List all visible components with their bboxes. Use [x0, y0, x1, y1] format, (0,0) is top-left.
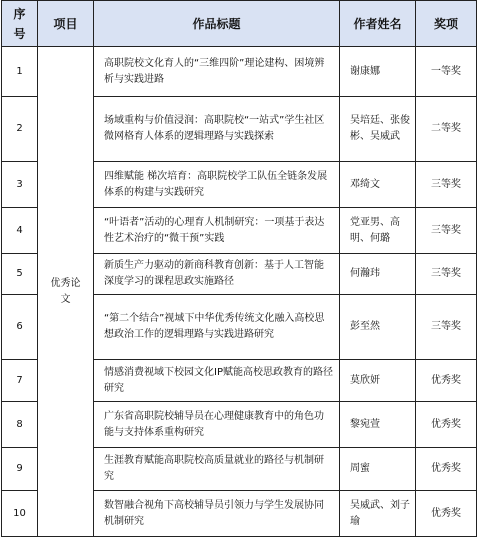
category-cell: 优秀论文 [38, 47, 94, 537]
author-names: 谢康娜 [340, 47, 416, 97]
row-number: 7 [2, 360, 38, 402]
work-title: 高职院校文化育人的“三维四阶”理论建构、困境辨析与实践进路 [94, 47, 340, 97]
author-names: 莫欣妍 [340, 360, 416, 402]
awards-table [1, 0, 477, 537]
row-number: 6 [2, 295, 38, 360]
row-number: 1 [2, 47, 38, 97]
work-title: 广东省高职院校辅导员在心理健康教育中的角色功能与支持体系重构研究 [94, 402, 340, 448]
table-row [2, 47, 477, 97]
author-names: 吴威武、刘子瑜 [340, 491, 416, 537]
header-num: 序号 [2, 1, 38, 47]
work-title: 场域重构与价值浸润：高职院校“一站式”学生社区微网格育人体系的逻辑理路与实践探索 [94, 97, 340, 162]
work-title: “叶语者”活动的心理育人机制研究：一项基于表达性艺术治疗的“微干预”实践 [94, 208, 340, 254]
award-level: 优秀奖 [416, 491, 477, 537]
author-names: 吴培廷、张俊彬、吴威武 [340, 97, 416, 162]
author-names: 黎宛萱 [340, 402, 416, 448]
row-number: 5 [2, 254, 38, 295]
award-level: 二等奖 [416, 97, 477, 162]
work-title: 生涯教育赋能高职院校高质量就业的路径与机制研究 [94, 448, 340, 491]
award-level: 三等奖 [416, 295, 477, 360]
award-level: 一等奖 [416, 47, 477, 97]
award-level: 优秀奖 [416, 402, 477, 448]
award-level: 三等奖 [416, 208, 477, 254]
author-names: 邓绮文 [340, 162, 416, 208]
award-level: 优秀奖 [416, 360, 477, 402]
row-number: 3 [2, 162, 38, 208]
author-names: 彭至然 [340, 295, 416, 360]
author-names: 党亚男、高明、何璐 [340, 208, 416, 254]
row-number: 9 [2, 448, 38, 491]
work-title: 情感消费视域下校园文化IP赋能高校思政教育的路径研究 [94, 360, 340, 402]
row-number: 8 [2, 402, 38, 448]
header-category: 项目 [38, 1, 94, 47]
author-names: 何瀚玮 [340, 254, 416, 295]
award-level: 优秀奖 [416, 448, 477, 491]
row-number: 4 [2, 208, 38, 254]
award-level: 三等奖 [416, 162, 477, 208]
work-title: 新质生产力驱动的新商科教育创新：基于人工智能深度学习的课程思政实施路径 [94, 254, 340, 295]
header-title: 作品标题 [94, 1, 340, 47]
work-title: “第二个结合”视域下中华优秀传统文化融入高校思想政治工作的逻辑理路与实践进路研究 [94, 295, 340, 360]
header-award: 奖项 [416, 1, 477, 47]
row-number: 10 [2, 491, 38, 537]
row-number: 2 [2, 97, 38, 162]
work-title: 四维赋能 梯次培育：高职院校学工队伍全链条发展体系的构建与实践研究 [94, 162, 340, 208]
award-level: 三等奖 [416, 254, 477, 295]
header-row [2, 1, 477, 47]
author-names: 周蜜 [340, 448, 416, 491]
header-author: 作者姓名 [340, 1, 416, 47]
work-title: 数智融合视角下高校辅导员引领力与学生发展协同机制研究 [94, 491, 340, 537]
